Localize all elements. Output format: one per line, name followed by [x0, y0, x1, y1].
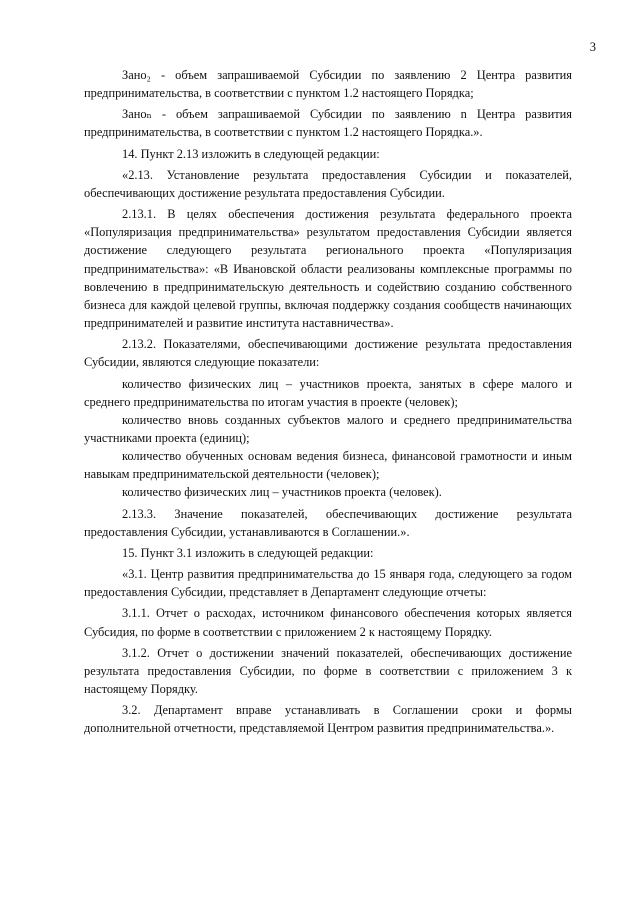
document-body [84, 66, 572, 737]
paragraph-zanon: Заноₙ - объем запрашиваемой Субсидии по заявлению n Центра развития предпринимательства, в соответствии с пунктом 1.2 настоящего Порядка.». [84, 107, 572, 140]
indicator-trained: количество обученных основам ведения бизнеса, финансовой грамотности и иным навыкам предпринимательской деятельности (человек); [84, 449, 572, 482]
paragraph-zano2: Зано₂ - объем запрашиваемой Субсидии по заявлению 2 Центра развития предпринимательства, в соответствии с пунктом 1.2 настоящего Порядка; [84, 68, 572, 101]
paragraph-item-14: 14. Пункт 2.13 изложить в следующей редакции: [122, 146, 380, 161]
paragraph-3-1-1: 3.1.1. Отчет о расходах, источником финансового обеспечения которых является Субсидия, по форме в соответствии с приложением 2 к настоящему Порядку. [84, 606, 572, 639]
indicator-participants: количество физических лиц – участников проекта (человек). [122, 485, 442, 500]
paragraph-2-13-3: 2.13.3. Значение показателей, обеспечивающих достижение результата предоставления Субсидии, устанавливаются в Соглашении.». [84, 506, 572, 539]
paragraph-3-1: «3.1. Центр развития предпринимательства до 15 января года, следующего за годом предоставления Субсидии, представляет в Департамент следующие отчеты: [84, 567, 572, 600]
paragraph-2-13: «2.13. Установление результата предоставления Субсидии и показателей, обеспечивающих достижение результата предоставления Субсидии. [84, 167, 572, 200]
paragraph-3-2: 3.2. Департамент вправе устанавливать в Соглашении сроки и формы дополнительной отчетности, представляемой Центром развития предпринимательства.». [84, 703, 572, 736]
page-number: 3 [589, 40, 596, 54]
indicator-employed: количество физических лиц – участников проекта, занятых в сфере малого и среднего предпринимательства по итогам участия в проекте (человек); [84, 376, 572, 409]
paragraph-2-13-1: 2.13.1. В целях обеспечения достижения результата федерального проекта «Популяризация предпринимательства» результатом предоставления Субсидии является достижение следующего результата регионального проекта «Популяризация предпринимательства»: «В Ивановской области реализованы комплексные программы по вовлечению в предпринимательскую деятельность и содействию созданию собственного бизнеса для каждой целевой группы, включая поддержку создания сообществ начинающих предпринимателей и развитие института наставничества». [84, 207, 572, 331]
paragraph-3-1-2: 3.1.2. Отчет о достижении значений показателей, обеспечивающих достижение результата предоставления Субсидии, по форме в соответствии с приложением 3 к настоящему Порядку. [84, 645, 572, 696]
indicator-new-entities: количество вновь созданных субъектов малого и среднего предпринимательства участниками проекта (единиц); [84, 412, 572, 445]
paragraph-item-15: 15. Пункт 3.1 изложить в следующей редакции: [122, 545, 374, 560]
paragraph-2-13-2: 2.13.2. Показателями, обеспечивающими достижение результата предоставления Субсидии, являются следующие показатели: [84, 337, 572, 370]
